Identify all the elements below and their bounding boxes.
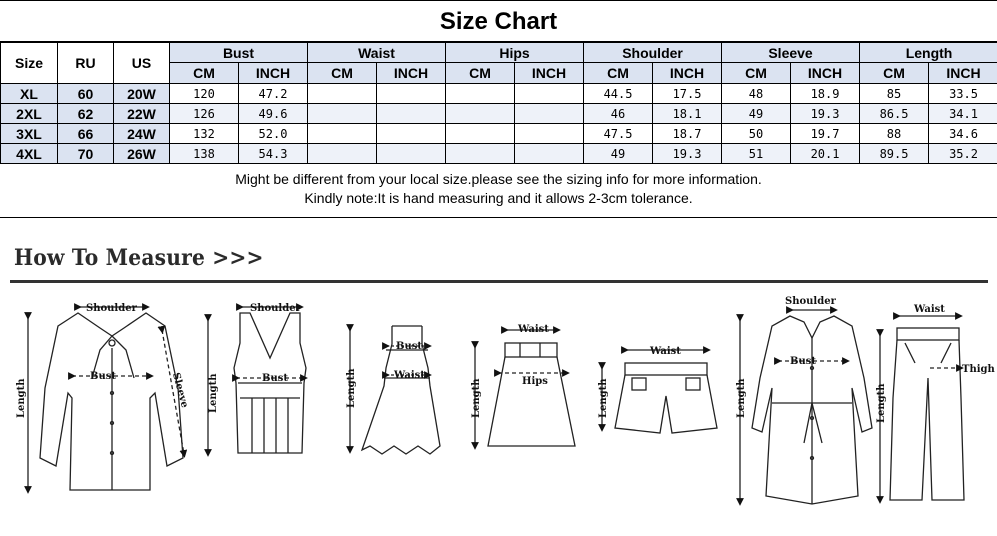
skirt-illustration (475, 330, 575, 446)
waist-cm-cell (308, 84, 377, 104)
length-label: Length (876, 383, 887, 423)
bust-inch-cell: 47.2 (239, 84, 308, 104)
bust-cm-cell: 120 (170, 84, 239, 104)
waist-label: Waist (394, 370, 425, 381)
bust-group-header: Bust (170, 43, 308, 63)
shoulder-group-header: Shoulder (584, 43, 722, 63)
bust-cm-cell: 132 (170, 124, 239, 144)
length-label: Length (471, 378, 482, 418)
waist-label: Waist (518, 324, 549, 335)
shoulder-inch-cell: 18.1 (653, 104, 722, 124)
hips-inch-cell (515, 124, 584, 144)
unit-inch-header: INCH (929, 63, 997, 84)
length-inch-cell: 34.1 (929, 104, 997, 124)
shoulder-label: Shoulder (785, 296, 836, 307)
shoulder-cm-cell: 46 (584, 104, 653, 124)
unit-inch-header: INCH (791, 63, 860, 84)
table-row (1, 84, 997, 104)
sleeve-group-header: Sleeve (722, 43, 860, 63)
waist-inch-cell (377, 104, 446, 124)
sleeve-cm-cell: 50 (722, 124, 791, 144)
length-inch-cell: 34.6 (929, 124, 997, 144)
size-cell: 4XL (1, 144, 58, 164)
length-inch-cell: 33.5 (929, 84, 997, 104)
size-cell: XL (1, 84, 58, 104)
note-line-1: Might be different from your local size.please see the sizing info for more information. (235, 171, 762, 187)
ru-cell: 60 (58, 84, 114, 104)
table-row (1, 124, 997, 144)
ru-cell: 66 (58, 124, 114, 144)
unit-cm-header: CM (860, 63, 929, 84)
sleeve-inch-cell: 18.9 (791, 84, 860, 104)
unit-inch-header: INCH (239, 63, 308, 84)
unit-cm-header: CM (308, 63, 377, 84)
unit-cm-header: CM (446, 63, 515, 84)
hips-cm-cell (446, 84, 515, 104)
us-cell: 26W (114, 144, 170, 164)
waist-inch-cell (377, 84, 446, 104)
us-cell: 22W (114, 104, 170, 124)
tank-top-illustration (208, 307, 306, 453)
table-row (1, 144, 997, 164)
sleeve-label: Sleeve (169, 371, 190, 410)
sleeve-inch-cell: 20.1 (791, 144, 860, 164)
length-inch-cell: 35.2 (929, 144, 997, 164)
length-label: Length (598, 378, 609, 418)
bust-inch-cell: 52.0 (239, 124, 308, 144)
waist-inch-cell (377, 144, 446, 164)
bust-label: Bust (90, 371, 116, 382)
bust-cm-cell: 138 (170, 144, 239, 164)
bust-label: Bust (790, 356, 816, 367)
hips-inch-cell (515, 104, 584, 124)
size-cell: 3XL (1, 124, 58, 144)
hips-cm-cell (446, 144, 515, 164)
waist-cm-cell (308, 104, 377, 124)
length-label: Length (16, 378, 27, 418)
how-to-measure-section (0, 218, 997, 536)
us-cell: 20W (114, 84, 170, 104)
shoulder-inch-cell: 19.3 (653, 144, 722, 164)
blouse-illustration (28, 307, 184, 490)
waist-inch-cell (377, 124, 446, 144)
unit-inch-header: INCH (653, 63, 722, 84)
length-label: Length (346, 368, 357, 408)
size-column-header: Size (1, 43, 58, 84)
garment-illustrations (0, 218, 997, 536)
length-label: Length (736, 378, 747, 418)
hips-cm-cell (446, 124, 515, 144)
bust-label: Bust (262, 373, 288, 384)
ru-cell: 62 (58, 104, 114, 124)
size-chart (0, 0, 997, 218)
thigh-label: Thigh (962, 364, 995, 375)
length-cm-cell: 88 (860, 124, 929, 144)
hips-inch-cell (515, 84, 584, 104)
shoulder-cm-cell: 47.5 (584, 124, 653, 144)
size-table (0, 42, 997, 164)
waist-label: Waist (914, 304, 945, 315)
coat-illustration (740, 310, 872, 504)
shoulder-inch-cell: 17.5 (653, 84, 722, 104)
note-line-2: Kindly note:It is hand measuring and it allows 2-3cm tolerance. (304, 190, 693, 206)
shoulder-cm-cell: 49 (584, 144, 653, 164)
hips-inch-cell (515, 144, 584, 164)
sleeve-inch-cell: 19.7 (791, 124, 860, 144)
hips-label: Hips (522, 376, 548, 387)
ru-column-header: RU (58, 43, 114, 84)
chart-title: Size Chart (0, 0, 997, 42)
shoulder-inch-cell: 18.7 (653, 124, 722, 144)
length-group-header: Length (860, 43, 997, 63)
shoulder-label: Shoulder (250, 303, 301, 314)
us-column-header: US (114, 43, 170, 84)
how-to-measure-title: How To Measure >>> (14, 245, 264, 271)
length-cm-cell: 86.5 (860, 104, 929, 124)
sleeve-inch-cell: 19.3 (791, 104, 860, 124)
us-cell: 24W (114, 124, 170, 144)
bust-inch-cell: 54.3 (239, 144, 308, 164)
sleeve-cm-cell: 51 (722, 144, 791, 164)
waist-label: Waist (650, 346, 681, 357)
shorts-illustration (602, 350, 717, 433)
ru-cell: 70 (58, 144, 114, 164)
dress-illustration (350, 326, 440, 454)
hips-group-header: Hips (446, 43, 584, 63)
table-row (1, 104, 997, 124)
length-cm-cell: 85 (860, 84, 929, 104)
pants-illustration (880, 316, 964, 500)
bust-inch-cell: 49.6 (239, 104, 308, 124)
size-notes (0, 170, 997, 208)
unit-cm-header: CM (584, 63, 653, 84)
shoulder-label: Shoulder (86, 303, 137, 314)
waist-cm-cell (308, 144, 377, 164)
unit-inch-header: INCH (377, 63, 446, 84)
bust-label: Bust (396, 341, 422, 352)
length-label: Length (208, 373, 219, 413)
unit-inch-header: INCH (515, 63, 584, 84)
waist-cm-cell (308, 124, 377, 144)
shoulder-cm-cell: 44.5 (584, 84, 653, 104)
bust-cm-cell: 126 (170, 104, 239, 124)
unit-cm-header: CM (722, 63, 791, 84)
size-cell: 2XL (1, 104, 58, 124)
waist-group-header: Waist (308, 43, 446, 63)
length-cm-cell: 89.5 (860, 144, 929, 164)
sleeve-cm-cell: 48 (722, 84, 791, 104)
hips-cm-cell (446, 104, 515, 124)
unit-cm-header: CM (170, 63, 239, 84)
sleeve-cm-cell: 49 (722, 104, 791, 124)
